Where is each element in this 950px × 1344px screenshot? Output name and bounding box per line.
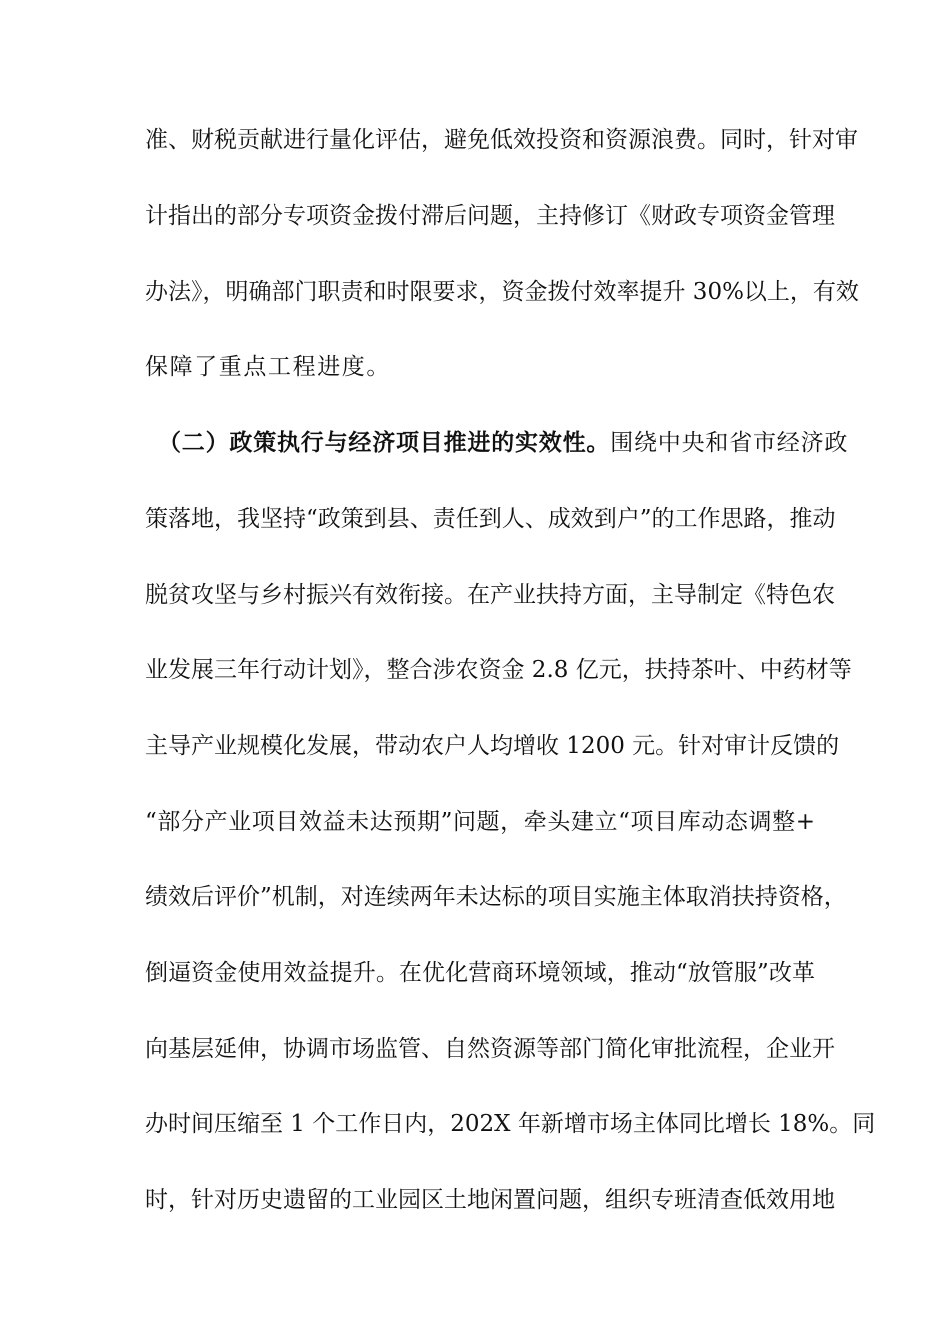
- body-text-line: 倒逼资金使用效益提升。在优化营商环境领域，推动“放管服”改革: [145, 960, 815, 986]
- section-paragraph-first-line: [158, 425, 849, 461]
- body-text-line: 准、财税贡献进行量化评估，避免低效投资和资源浪费。同时，针对审: [145, 127, 858, 153]
- body-text-line: 脱贫攻坚与乡村振兴有效衔接。在产业扶持方面，主导制定《特色农: [145, 582, 835, 608]
- section-heading: （二）政策执行与经济项目推进的实效性。: [158, 429, 611, 456]
- body-text-line: “部分产业项目效益未达预期”问题，牵头建立“项目库动态调整+: [145, 809, 815, 835]
- body-text-line: 绩效后评价”机制，对连续两年未达标的项目实施主体取消扶持资格，: [145, 884, 847, 910]
- body-text-line: 策落地，我坚持“政策到县、责任到人、成效到户”的工作思路，推动: [145, 506, 836, 532]
- body-text-line: 向基层延伸，协调市场监管、自然资源等部门简化审批流程，企业开: [145, 1036, 835, 1062]
- body-text-line: 主导产业规模化发展，带动农户人均增收 1200 元。针对审计反馈的: [145, 733, 840, 759]
- body-text-line: 时，针对历史遗留的工业园区土地闲置问题，组织专班清查低效用地: [145, 1187, 835, 1213]
- body-text-line: 业发展三年行动计划》，整合涉农资金 2.8 亿元，扶持茶叶、中药材等: [145, 657, 852, 683]
- body-text-line: 办法》，明确部门职责和时限要求，资金拨付效率提升 30%以上，有效: [145, 279, 859, 305]
- body-text-fragment: 围绕中央和省市经济政: [610, 430, 849, 456]
- body-text-line: 计指出的部分专项资金拨付滞后问题，主持修订《财政专项资金管理: [145, 203, 835, 229]
- body-text-line: 保障了重点工程进度。: [145, 354, 391, 380]
- body-text-line: 办时间压缩至 1 个工作日内，202X 年新增市场主体同比增长 18%。同: [145, 1111, 876, 1137]
